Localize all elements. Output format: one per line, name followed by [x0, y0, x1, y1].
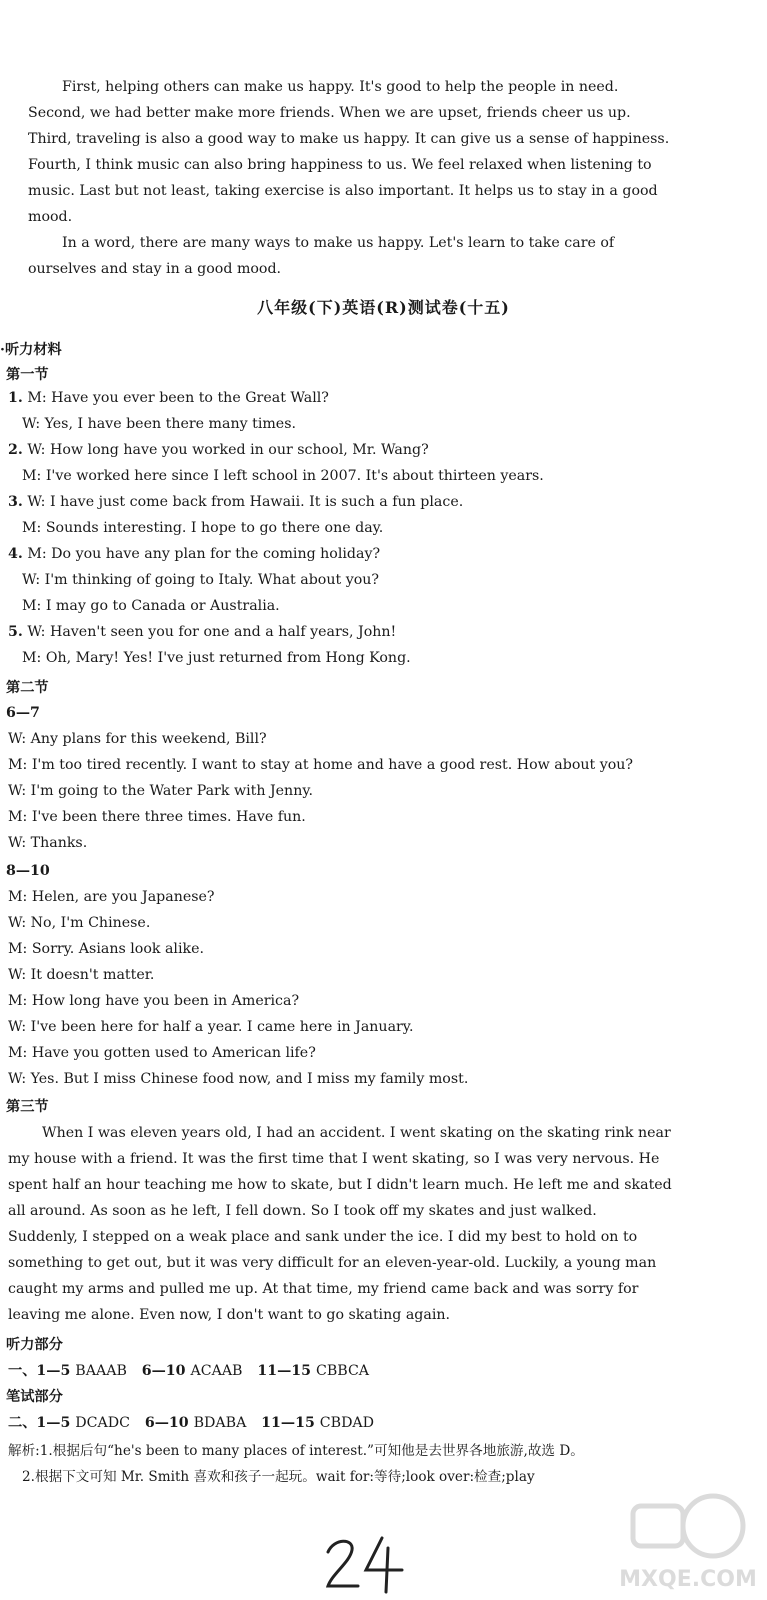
listening-material-heading: ·听力材料 — [0, 342, 62, 358]
passage-line: my house with a friend. It was the first time that I went skating, so I was very nervous. He — [8, 1151, 660, 1167]
test-title: 八年级(下)英语(R)测试卷(十五) — [257, 298, 510, 317]
item-number: 1. — [8, 390, 23, 406]
dialogue-line: 4. M: Do you have any plan for the coming holiday? — [8, 546, 381, 562]
section-heading: 第二节 — [6, 680, 49, 696]
listening-answers: 一、1—5 BAAAB 6—10 ACAAB 11—15 CBBCA — [8, 1363, 370, 1379]
group-number: 6—7 — [6, 705, 40, 721]
passage-line: When I was eleven years old, I had an accident. I went skating on the skating rink near — [42, 1125, 671, 1141]
dialogue-line: W: Thanks. — [8, 835, 88, 851]
item-number: 2. — [8, 442, 23, 458]
essay-line: First, helping others can make us happy. It's good to help the people in need. — [62, 79, 619, 95]
dialogue-line: 3. W: I have just come back from Hawaii. It is such a fun place. — [8, 494, 464, 510]
essay-line: ourselves and stay in a good mood. — [28, 261, 282, 277]
watermark-logo — [613, 1486, 763, 1596]
dialogue-line: M: Sorry. Asians look alike. — [8, 941, 205, 957]
dialogue-line: 2. W: How long have you worked in our school, Mr. Wang? — [8, 442, 429, 458]
passage-line: leaving me alone. Even now, I don't want to go skating again. — [8, 1307, 451, 1323]
passage-line: something to get out, but it was very difficult for an eleven-year-old. Luckily, a young man — [8, 1255, 657, 1271]
dialogue-line: W: It doesn't matter. — [8, 967, 155, 983]
dialogue-line: W: Yes. But I miss Chinese food now, and I miss my family most. — [8, 1071, 469, 1087]
essay-line: Third, traveling is also a good way to make us happy. It can give us a sense of happiness. — [28, 131, 670, 147]
analysis-line: 2.根据下文可知 Mr. Smith 喜欢和孩子一起玩。wait for:等待;look over:检查;play — [22, 1469, 535, 1485]
dialogue-line: M: Helen, are you Japanese? — [8, 889, 215, 905]
dialogue-line: W: No, I'm Chinese. — [8, 915, 151, 931]
item-number: 5. — [8, 624, 23, 640]
group-number: 8—10 — [6, 863, 50, 879]
section-heading: 第三节 — [6, 1099, 49, 1115]
written-part-heading: 笔试部分 — [6, 1389, 63, 1405]
essay-line: Fourth, I think music can also bring happiness to us. We feel relaxed when listening to — [28, 157, 652, 173]
essay-line: music. Last but not least, taking exercise is also important. It helps us to stay in a good — [28, 183, 658, 199]
item-number: 4. — [8, 546, 23, 562]
dialogue-line: W: I'm going to the Water Park with Jenny. — [8, 783, 313, 799]
listening-part-heading: 听力部分 — [6, 1337, 63, 1353]
essay-line: mood. — [28, 209, 73, 225]
dialogue-line: W: I'm thinking of going to Italy. What about you? — [22, 572, 379, 588]
dialogue-line: W: Yes, I have been there many times. — [22, 416, 296, 432]
dialogue-line: W: Any plans for this weekend, Bill? — [8, 731, 267, 747]
dialogue-line: M: How long have you been in America? — [8, 993, 300, 1009]
dialogue-line: M: Sounds interesting. I hope to go there one day. — [22, 520, 384, 536]
section-heading: 第一节 — [6, 367, 49, 383]
essay-line: In a word, there are many ways to make us happy. Let's learn to take care of — [62, 235, 615, 251]
item-number: 3. — [8, 494, 23, 510]
dialogue-line: M: Have you gotten used to American life? — [8, 1045, 316, 1061]
dialogue-line: M: I've worked here since I left school in 2007. It's about thirteen years. — [22, 468, 544, 484]
passage-line: Suddenly, I stepped on a weak place and sank under the ice. I did my best to hold on to — [8, 1229, 638, 1245]
dialogue-line: M: I may go to Canada or Australia. — [22, 598, 280, 614]
dialogue-line: M: Oh, Mary! Yes! I've just returned from Hong Kong. — [22, 650, 411, 666]
dialogue-line: 1. M: Have you ever been to the Great Wall? — [8, 390, 329, 406]
dialogue-line: M: I'm too tired recently. I want to stay at home and have a good rest. How about you? — [8, 757, 634, 773]
passage-line: all around. As soon as he left, I fell down. So I took off my skates and just walked. — [8, 1203, 597, 1219]
essay-line: Second, we had better make more friends. When we are upset, friends cheer us up. — [28, 105, 631, 121]
analysis-line: 解析:1.根据后句“he's been to many places of interest.”可知他是去世界各地旅游,故选 D。 — [8, 1443, 584, 1459]
dialogue-line: W: I've been here for half a year. I came here in January. — [8, 1019, 414, 1035]
passage-line: spent half an hour teaching me how to skate, but I didn't learn much. He left me and skated — [8, 1177, 672, 1193]
handwritten-page-number — [320, 1530, 410, 1594]
svg-text:MXQE.COM: MXQE.COM — [619, 1567, 757, 1592]
dialogue-line: M: I've been there three times. Have fun. — [8, 809, 306, 825]
dialogue-line: 5. W: Haven't seen you for one and a half years, John! — [8, 624, 397, 640]
passage-line: caught my arms and pulled me up. At that time, my friend came back and was sorry for — [8, 1281, 639, 1297]
written-answers: 二、1—5 DCADC 6—10 BDABA 11—15 CBDAD — [8, 1415, 375, 1431]
